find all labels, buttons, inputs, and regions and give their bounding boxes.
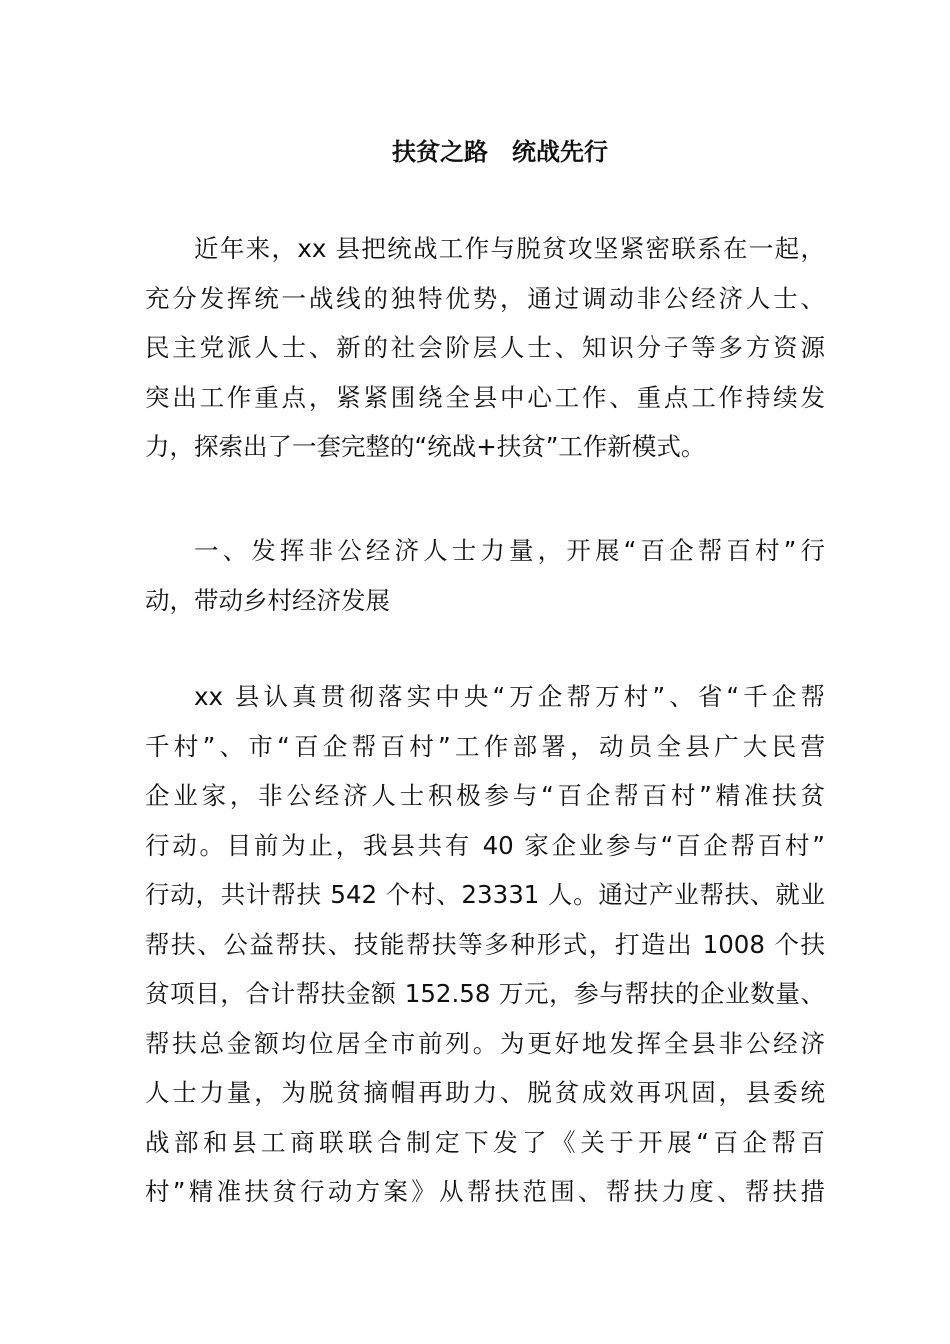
paragraph-line: 民主党派人士、新的社会阶层人士、知识分子等多方资源 bbox=[145, 333, 825, 362]
paragraph-line: 千村”、市“百企帮百村”工作部署，动员全县广大民营 bbox=[145, 731, 825, 761]
paragraph-line: 近年来，xx 县把统战工作与脱贫攻坚紧密联系在一起， bbox=[194, 234, 825, 263]
paragraph-line: 帮扶、公益帮扶、技能帮扶等多种形式，打造出 1008 个扶 bbox=[145, 929, 825, 959]
document-title: 扶贫之路 统战先行 bbox=[392, 138, 608, 166]
section-heading bbox=[145, 526, 825, 625]
section-paragraph bbox=[145, 672, 825, 1217]
paragraph-line: 行动。目前为止，我县共有 40 家企业参与“百企帮百村” bbox=[145, 830, 825, 860]
paragraph-line: 人士力量，为脱贫摘帽再助力、脱贫成效再巩固，县委统 bbox=[145, 1078, 825, 1107]
paragraph-line: 突出工作重点，紧紧围绕全县中心工作、重点工作持续发 bbox=[145, 382, 825, 412]
paragraph-line: 充分发挥统一战线的独特优势，通过调动非公经济人士、 bbox=[145, 283, 825, 313]
intro-paragraph bbox=[145, 224, 825, 472]
paragraph-line: 战部和县工商联联合制定下发了《关于开展“百企帮百 bbox=[145, 1127, 825, 1157]
paragraph-line: 村”精准扶贫行动方案》从帮扶范围、帮扶力度、帮扶措 bbox=[145, 1177, 825, 1206]
paragraph-line: 力，探索出了一套完整的“统战+扶贫”工作新模式。 bbox=[145, 432, 706, 461]
paragraph-line: 行动，共计帮扶 542 个村、23331 人。通过产业帮扶、就业 bbox=[145, 880, 825, 909]
paragraph-line: 企业家，非公经济人士积极参与“百企帮百村”精准扶贫 bbox=[145, 781, 825, 810]
heading-line: 一、发挥非公经济人士力量，开展“百企帮百村”行 bbox=[194, 536, 825, 565]
paragraph-line: 帮扶总金额均位居全市前列。为更好地发挥全县非公经济 bbox=[145, 1028, 825, 1058]
paragraph-line: xx 县认真贯彻落实中央“万企帮万村”、省“千企帮 bbox=[194, 682, 825, 711]
heading-line: 动，带动乡村经济发展 bbox=[145, 585, 390, 615]
paragraph-line: 贫项目，合计帮扶金额 152.58 万元，参与帮扶的企业数量、 bbox=[145, 979, 825, 1008]
